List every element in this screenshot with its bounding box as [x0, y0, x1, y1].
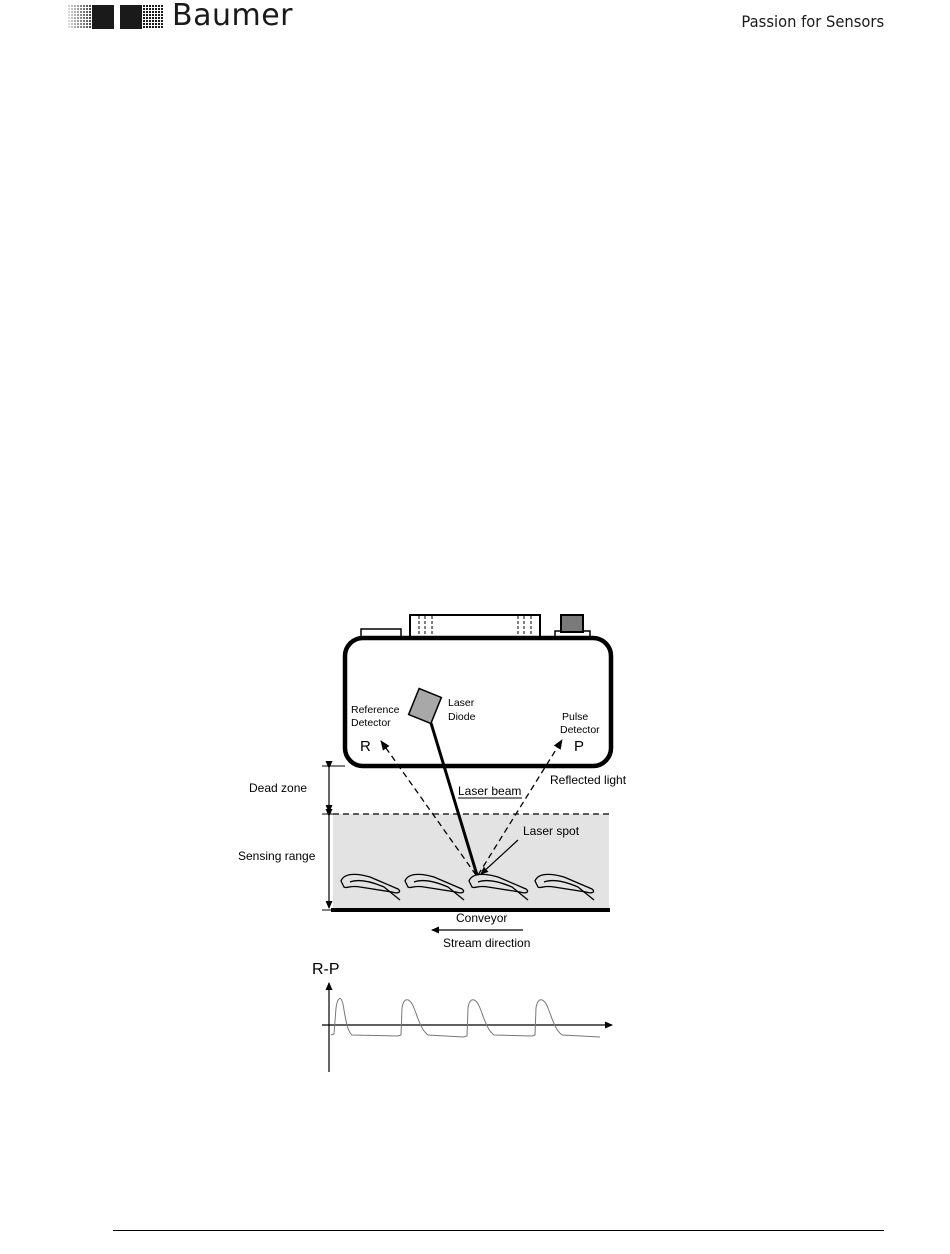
- reference-detector-label: Detector: [351, 717, 391, 729]
- laser-diode-label: Diode: [448, 711, 476, 723]
- housing-plug: [561, 615, 583, 632]
- dead-zone-label: Dead zone: [249, 781, 308, 795]
- conveyor-label: Conveyor: [456, 911, 508, 925]
- pulse-detector-label: Detector: [560, 724, 600, 736]
- brand-name: Baumer: [172, 0, 293, 33]
- pulse-detector-label: Pulse: [562, 711, 589, 723]
- signal-plot: [312, 961, 612, 1072]
- signal-trace: [331, 998, 600, 1037]
- laser-diode-label: Laser: [448, 697, 475, 709]
- reference-detector-label: Reference: [351, 704, 400, 716]
- dead-zone-dimension: [322, 766, 345, 814]
- tagline: Passion for Sensors: [741, 12, 884, 31]
- laser-spot-label: Laser spot: [523, 824, 580, 838]
- reflected-light-label: Reflected light: [550, 773, 627, 787]
- housing-connector: [410, 615, 540, 638]
- laser-beam-label: Laser beam: [458, 784, 522, 798]
- pulse-detector-letter: P: [574, 738, 585, 755]
- footer-divider: [113, 1230, 884, 1231]
- reference-detector-letter: R: [360, 738, 371, 755]
- housing-body: [345, 638, 611, 766]
- sensing-range-dimension: [322, 816, 333, 910]
- stream-direction-label: Stream direction: [443, 936, 531, 950]
- sensing-range-label: Sensing range: [238, 849, 316, 863]
- signal-axis-label: R-P: [312, 961, 340, 978]
- sensor-housing: [345, 615, 611, 766]
